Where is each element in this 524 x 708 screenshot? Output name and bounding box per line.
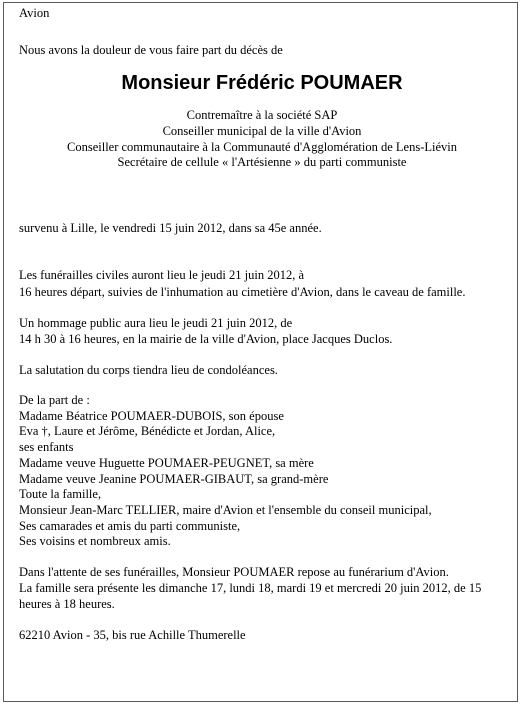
role-line: Conseiller municipal de la ville d'Avion [162, 124, 362, 138]
family-line: De la part de : [19, 393, 90, 407]
family-line: ses enfants [19, 440, 74, 455]
family-line: Madame Béatrice POUMAER-DUBOIS, son épouse [19, 408, 284, 423]
family-line: Toute la famille, [19, 487, 102, 502]
death-notice: survenu à Lille, le vendredi 15 juin 2012, dans sa 45e année. [19, 221, 322, 235]
visitation-line: Dans l'attente de ses funérailles, Monsieur POUMAER repose au funérarium d'Avion. [19, 565, 449, 579]
family-line: Ses voisins et nombreux amis. [19, 534, 171, 549]
family-line: Eva †, Laure et Jérôme, Bénédicte et Jordan, Alice, [19, 424, 276, 439]
tribute-line: Un hommage public aura lieu le jeudi 21 juin 2012, de [19, 316, 293, 330]
location-header: Avion [19, 6, 50, 20]
role-line: Conseiller communautaire à la Communauté d'Agglomération de Lens-Liévin [67, 140, 457, 154]
intro-text: Nous avons la douleur de vous faire part du décès de [19, 43, 283, 57]
visitation-line: La famille sera présente les dimanche 17, lundi 18, mardi 19 et mercredi 20 juin 2012, de 15 [19, 581, 482, 595]
role-line: Contremaître à la société SAP [186, 108, 338, 122]
role-line: Secrétaire de cellule « l'Artésienne » du parti communiste [117, 155, 407, 169]
funeral-line: 16 heures départ, suivies de l'inhumation au cimetière d'Avion, dans le caveau de famille. [19, 285, 466, 299]
deceased-name: Monsieur Frédéric POUMAER [121, 72, 403, 94]
family-line: Madame veuve Jeanine POUMAER-GIBAUT, sa grand-mère [19, 471, 329, 486]
family-line: Madame veuve Huguette POUMAER-PEUGNET, sa mère [19, 455, 314, 470]
family-line: Ses camarades et amis du parti communiste, [19, 518, 241, 533]
family-line: Monsieur Jean-Marc TELLIER, maire d'Avion et l'ensemble du conseil municipal, [19, 502, 432, 517]
condolences-text: La salutation du corps tiendra lieu de condoléances. [19, 363, 278, 377]
tribute-line: 14 h 30 à 16 heures, en la mairie de la ville d'Avion, place Jacques Duclos. [19, 332, 393, 346]
address-text: 62210 Avion - 35, bis rue Achille Thumerelle [19, 628, 246, 642]
funeral-line: Les funérailles civiles auront lieu le jeudi 21 juin 2012, à [19, 268, 304, 282]
visitation-line: heures à 18 heures. [19, 597, 115, 611]
family-list [19, 393, 432, 550]
